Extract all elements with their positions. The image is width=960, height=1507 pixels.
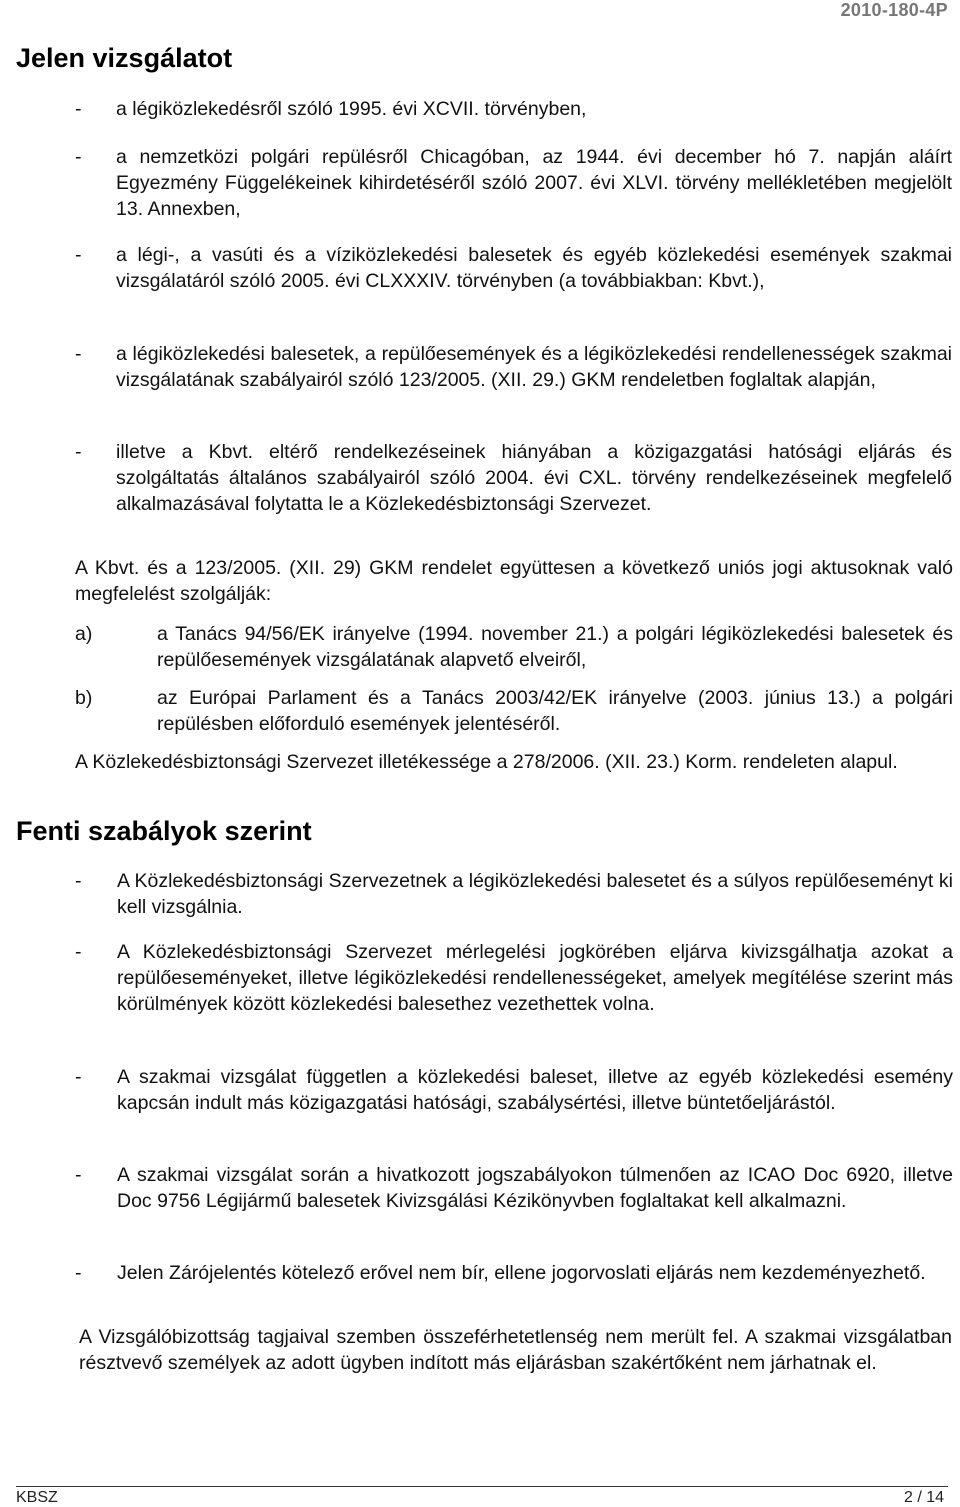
list-dash: - (75, 146, 82, 168)
document-code: 2010-180-4P (840, 0, 948, 20)
list-dash: - (75, 941, 82, 963)
list-item-text: A szakmai vizsgálat során a hivatkozott jogszabályokon túlmenően az ICAO Doc 6920, illetve Doc 9756 Légijármű balesetek Kivizsgálási Kézikönyvben foglaltakat kell alkalmazni. (117, 1164, 953, 1212)
sub-list-label: a) (75, 623, 93, 645)
paragraph-eu-compliance: A Kbvt. és a 123/2005. (XII. 29) GKM rendelet együttesen a következő uniós jogi aktusoknak való megfelelést szolgálják: (75, 557, 953, 605)
page-number: 2 / 14 (903, 1489, 944, 1506)
section-title-investigation: Jelen vizsgálatot (16, 43, 233, 73)
list-item-text: A szakmai vizsgálat független a közlekedési baleset, illetve az egyéb közlekedési esemény kapcsán indult más közigazgatási hatósági, szabálysértési, illetve büntetőeljárástól. (117, 1066, 953, 1114)
sub-list-label: b) (75, 687, 93, 709)
list-dash: - (75, 98, 82, 120)
list-dash: - (75, 343, 82, 365)
list-dash: - (75, 1164, 82, 1186)
list-dash: - (75, 441, 82, 463)
list-item-text: A Közlekedésbiztonsági Szervezet mérlegelési jogkörében eljárva kivizsgálhatja azokat a repülőeseményeket, illetve légiközlekedési rendellenességeket, amelyek megítélése szerint más körülmények között közlekedési balesethez vezethettek volna. (117, 941, 953, 1015)
list-item-text: a nemzetközi polgári repülésről Chicagóban, az 1944. évi december hó 7. napján aláírt Egyezmény Függelékeinek kihirdetéséről szóló 2007. évi XLVI. törvény mellékletében megjelölt 13. Annexben, (116, 146, 952, 220)
list-dash: - (75, 870, 82, 892)
sub-list-text: a Tanács 94/56/EK irányelve (1994. november 21.) a polgári légiközlekedési balesetek és repülőesemények vizsgálatának alapvető elveiről, (157, 623, 953, 671)
section-title-rules: Fenti szabályok szerint (16, 816, 312, 846)
list-dash: - (75, 1262, 82, 1284)
footer-divider (16, 1486, 948, 1487)
list-item-text: illetve a Kbvt. eltérő rendelkezéseinek hiányában a közigazgatási hatósági eljárás és szolgáltatás általános szabályairól szóló 2004. évi CXL. törvény rendelkezéseinek megfelelő alkalmazásával folytatta le a Közlekedésbiztonsági Szervezet. (116, 441, 952, 515)
list-item-text: a légiközlekedési balesetek, a repülőesemények és a légiközlekedési rendellenességek szakmai vizsgálatának szabályairól szóló 123/2005. (XII. 29.) GKM rendeletben foglaltak alapján, (116, 343, 952, 391)
list-item-text: a légiközlekedésről szóló 1995. évi XCVII. törvényben, (116, 98, 587, 120)
list-dash: - (75, 244, 82, 266)
list-item-text: A Közlekedésbiztonsági Szervezetnek a légiközlekedési balesetet és a súlyos repülőeseményt ki kell vizsgálnia. (117, 870, 953, 918)
list-item-text: a légi-, a vasúti és a víziközlekedési balesetek és egyéb közlekedési események szakmai vizsgálatáról szóló 2005. évi CLXXXIV. törvényben (a továbbiakban: Kbvt.), (116, 244, 952, 292)
sub-list-text: az Európai Parlament és a Tanács 2003/42/EK irányelve (2003. június 13.) a polgári repülésben előforduló események jelentéséről. (157, 687, 953, 735)
list-item-text: Jelen Zárójelentés kötelező erővel nem bír, ellene jogorvoslati eljárás nem kezdeményezhető. (117, 1262, 926, 1284)
list-dash: - (75, 1066, 82, 1088)
paragraph-competence: A Közlekedésbiztonsági Szervezet illetékessége a 278/2006. (XII. 23.) Korm. rendeleten alapul. (75, 751, 898, 773)
footer-organization: KBSZ (16, 1489, 58, 1506)
paragraph-conflict-of-interest: A Vizsgálóbizottság tagjaival szemben összeférhetetlenség nem merült fel. A szakmai vizsgálatban résztvevő személyek az adott ügyben indított más eljárásban szakértőként nem járhatnak el. (79, 1326, 952, 1374)
